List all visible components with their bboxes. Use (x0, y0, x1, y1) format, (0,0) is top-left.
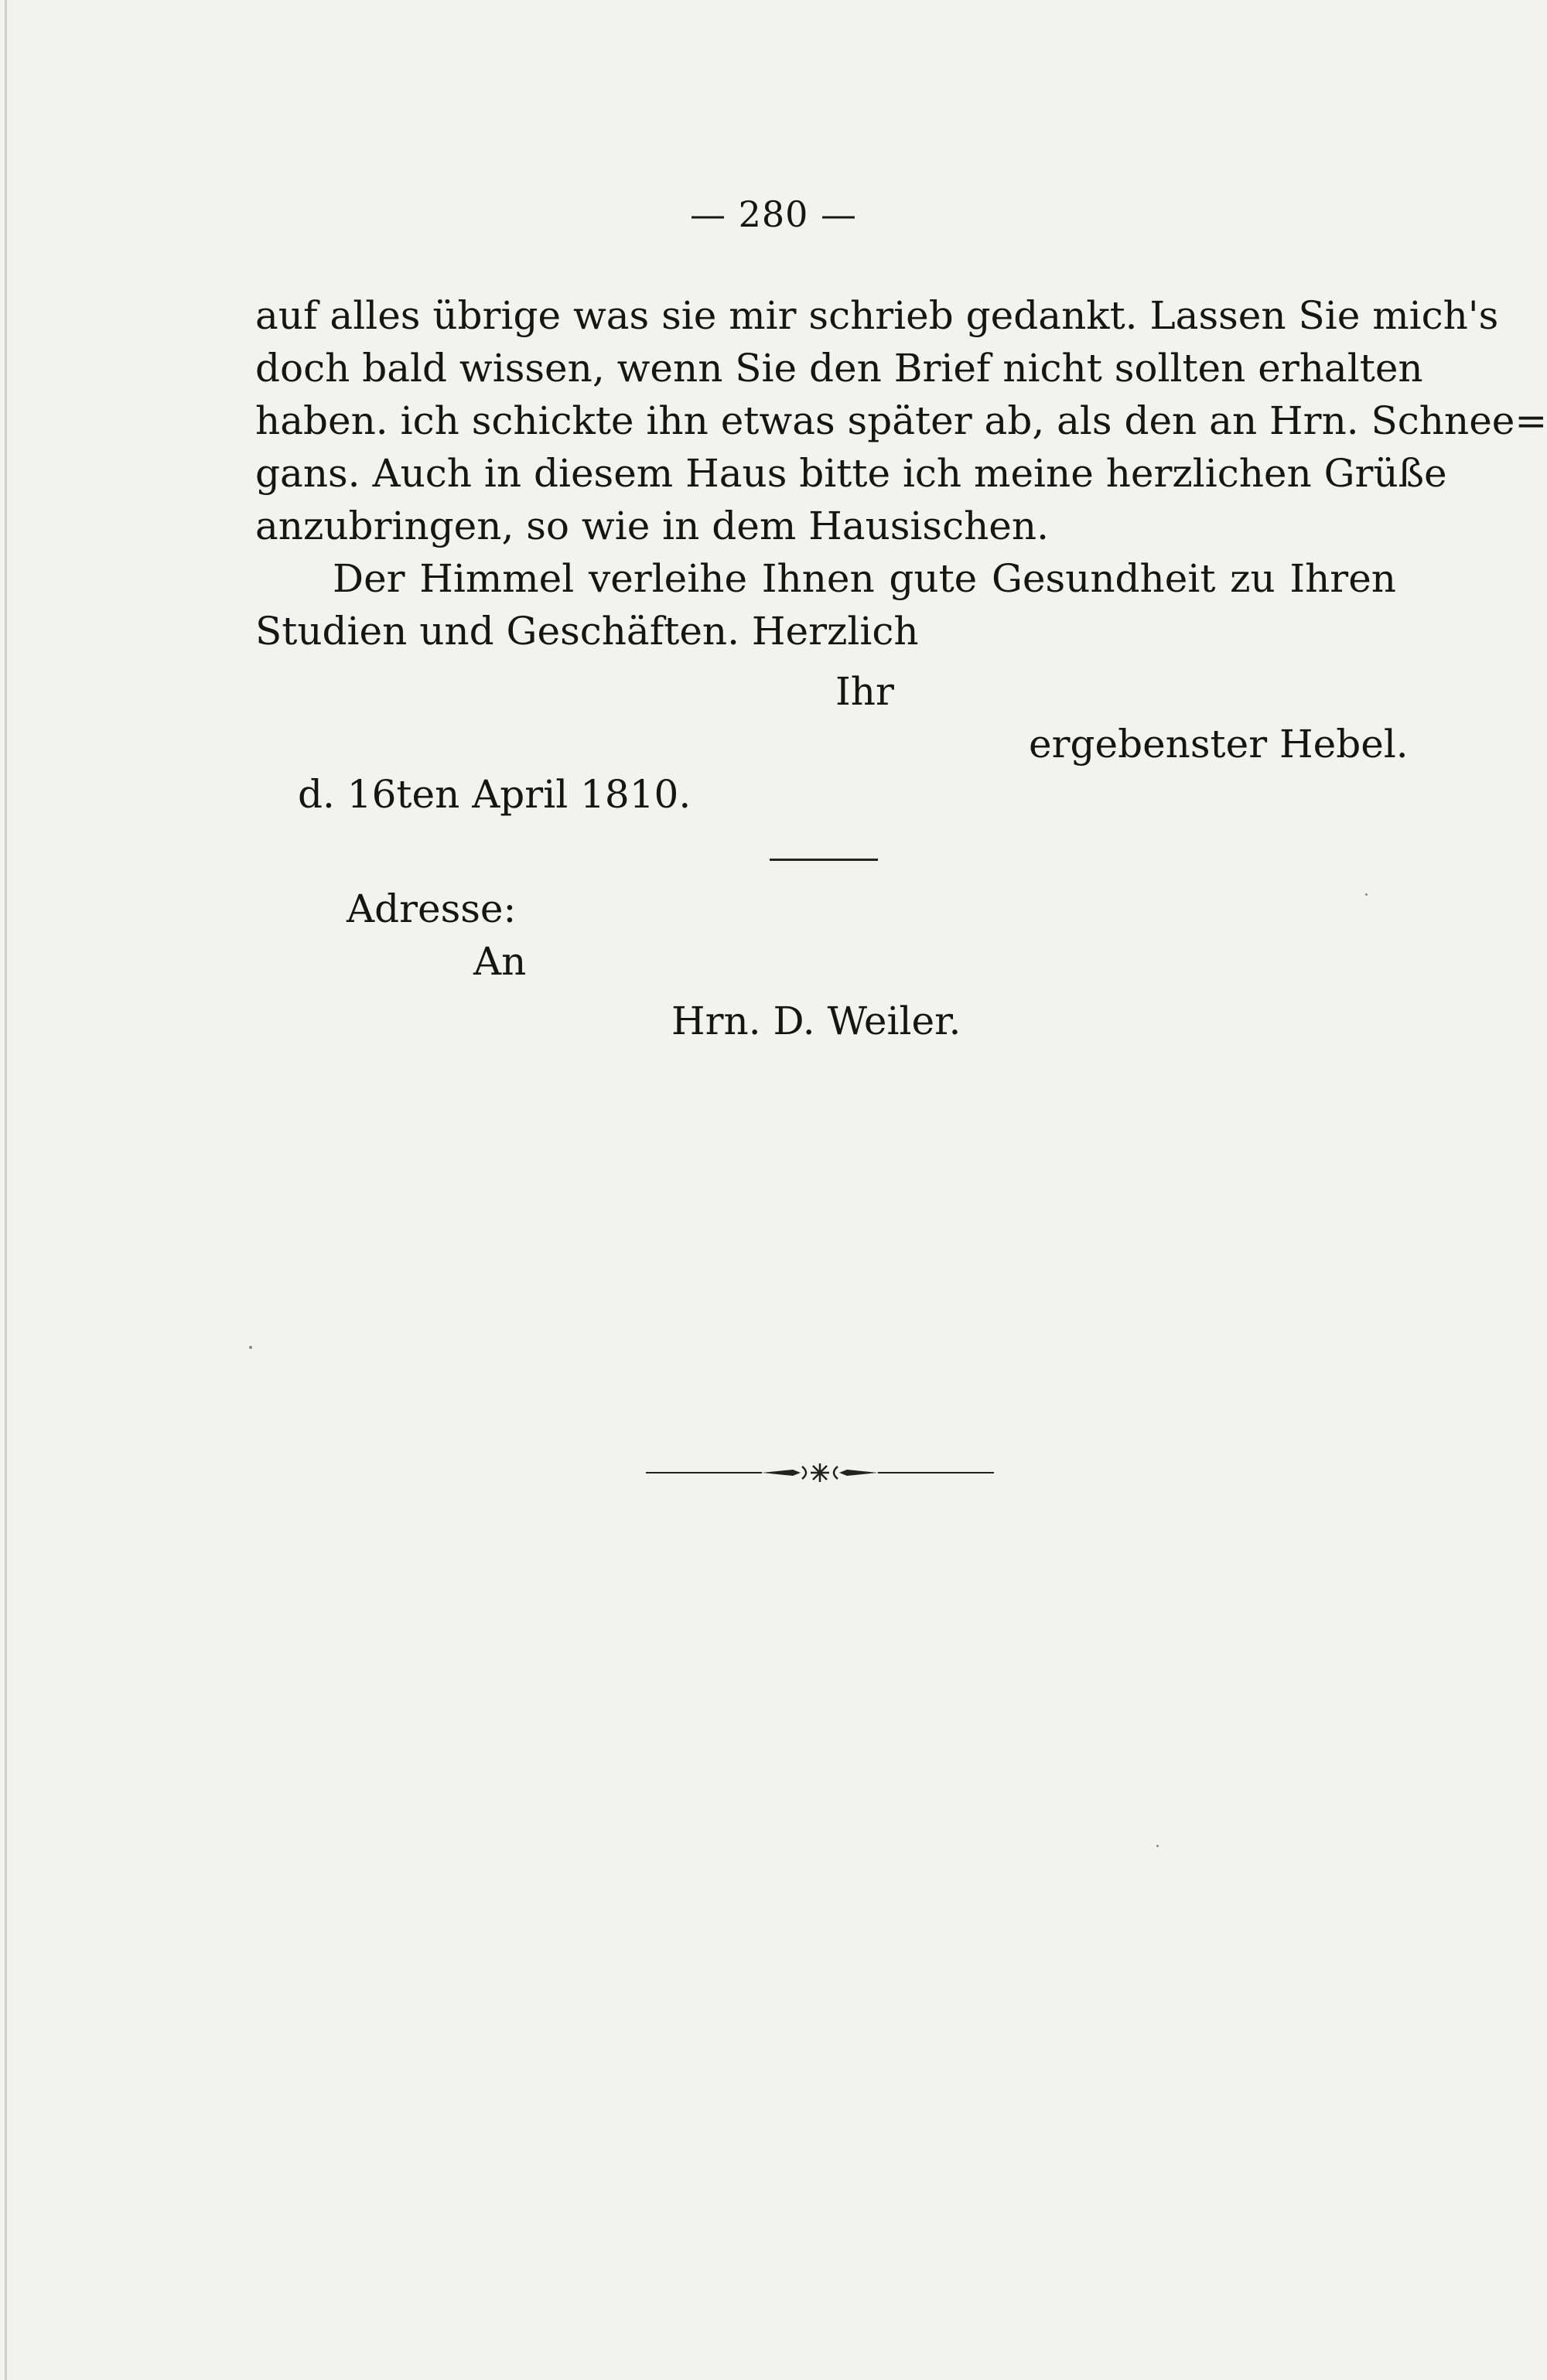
vignette-ornament-icon (646, 1457, 994, 1488)
address-preposition: An (473, 939, 527, 984)
letter-date: d. 16ten April 1810. (298, 772, 692, 817)
letter-line-7: Studien und Geschäften. Herzlich (255, 609, 919, 654)
page-edge (5, 0, 7, 2380)
letter-line-4: gans. Auch in diesem Haus bitte ich meine herzlichen Grüße (255, 451, 1447, 496)
letter-line-2: doch bald wissen, wenn Sie den Brief nicht sollten erhalten (255, 346, 1423, 391)
closing-salutation: Ihr (835, 669, 894, 714)
separator-rule (770, 859, 878, 861)
paper-speck (249, 1346, 252, 1349)
page-number: — 280 — (689, 193, 858, 235)
paper-speck (1365, 893, 1368, 896)
address-label: Adresse: (347, 886, 517, 931)
letter-line-5: anzubringen, so wie in dem Hausischen. (255, 504, 1049, 548)
letter-line-1: auf alles übrige was sie mir schrieb gedankt. Lassen Sie mich's (255, 293, 1499, 338)
letter-line-3: haben. ich schickte ihn etwas später ab, als den an Hrn. Schnee= (255, 398, 1547, 443)
paper-speck (1156, 1845, 1159, 1847)
letter-line-6: Der Himmel verleihe Ihnen gute Gesundheit zu Ihren (333, 556, 1396, 601)
address-recipient: Hrn. D. Weiler. (671, 999, 961, 1043)
signature: ergebenster Hebel. (1029, 722, 1409, 767)
